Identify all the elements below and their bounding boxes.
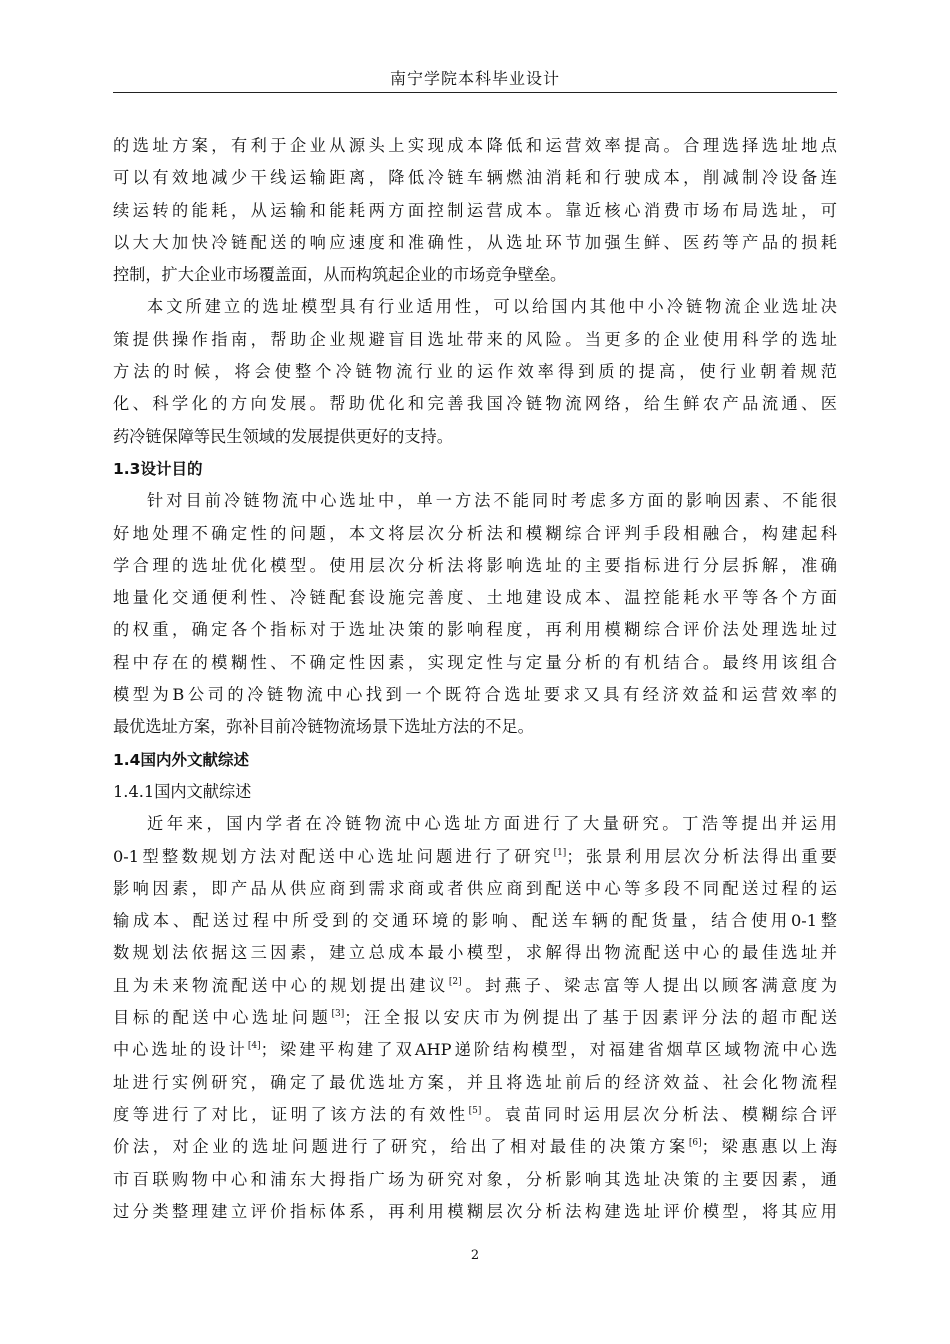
- text-line: [113, 550, 837, 582]
- line-text: 药冷链保障等民生领域的发展提供更好的支持。: [113, 426, 453, 446]
- text-line: [113, 291, 837, 323]
- line-text: 程中存在的模糊性、不确定性因素，实现定性与定量分析的有机结合。最终用该组合: [113, 652, 837, 672]
- line-text: 好地处理不确定性的问题，本文将层次分析法和模糊综合评判手段相融合，构建起科: [113, 523, 837, 543]
- text-line: [113, 388, 837, 420]
- line-text: 址进行实例研究，确定了最优选址方案，并且将选址前后的经济效益、社会化物流程: [113, 1072, 837, 1092]
- text-line: [113, 970, 837, 1002]
- line-text: 1.4国内外文献综述: [113, 750, 249, 769]
- citation-ref: [2]: [448, 976, 462, 987]
- text-line: [113, 1131, 837, 1163]
- line-text-continued: 。封燕子、梁志富等人提出以顾客满意度为: [461, 975, 838, 995]
- line-text-continued: ；梁建平构建了双AHP递阶结构模型，对福建省烟草区域物流中心选: [260, 1040, 838, 1060]
- document-body: [113, 130, 837, 1228]
- line-text: 目标的配送中心选址问题: [113, 1008, 332, 1028]
- line-text: 近年来，国内学者在冷链物流中心选址方面进行了大量研究。丁浩等提出并运用: [147, 814, 837, 834]
- text-line: [113, 195, 837, 227]
- text-line: [113, 647, 837, 679]
- line-text: 价法，对企业的选址问题进行了研究，给出了相对最佳的决策方案: [113, 1137, 689, 1157]
- text-line: [113, 1196, 837, 1228]
- line-text: 地量化交通便利性、冷链配套设施完善度、土地建设成本、温控能耗水平等各个方面: [113, 588, 837, 608]
- line-text: 1.3设计目的: [113, 459, 203, 478]
- line-text: 影响因素，即产品从供应商到需求商或者供应商到配送中心等多段不同配送过程的运: [113, 878, 837, 898]
- line-text: 以大大加快冷链配送的响应速度和准确性，从选址环节加强生鲜、医药等产品的损耗: [113, 232, 837, 252]
- text-line: [113, 937, 837, 969]
- text-line: [113, 1034, 837, 1066]
- line-text-continued: ；汪全报以安庆市为例提出了基于因素评分法的超市配送: [344, 1008, 838, 1028]
- citation-ref: [5]: [468, 1105, 482, 1116]
- text-line: [113, 905, 837, 937]
- text-line: [113, 808, 837, 840]
- text-line: [113, 873, 837, 905]
- line-text: 控制，扩大企业市场覆盖面，从而构筑起企业的市场竞争壁垒。: [113, 265, 567, 285]
- line-text: 1.4.1国内文献综述: [113, 781, 252, 801]
- line-text-continued: 。袁苗同时运用层次分析法、模糊综合评: [481, 1104, 837, 1124]
- line-text: 本文所建立的选址模型具有行业适用性，可以给国内其他中小冷链物流企业选址决: [147, 297, 837, 317]
- header-rule: [113, 92, 837, 93]
- text-line: [113, 356, 837, 388]
- section-heading: [113, 744, 837, 776]
- line-text: 市百联购物中心和浦东大拇指广场为研究对象，分析影响其选址决策的主要因素，通: [113, 1169, 837, 1189]
- text-line: [113, 711, 837, 743]
- line-text: 化、科学化的方向发展。帮助优化和完善我国冷链物流网络，给生鲜农产品流通、医: [113, 394, 837, 414]
- text-line: [113, 1164, 837, 1196]
- line-text-continued: ；梁惠惠以上海: [701, 1137, 838, 1157]
- text-line: [113, 485, 837, 517]
- line-text: 过分类整理建立评价指标体系，再利用模糊层次分析法构建选址评价模型，将其应用: [113, 1201, 837, 1221]
- line-text: 数规划法依据这三因素，建立总成本最小模型，求解得出物流配送中心的最佳选址并: [113, 943, 837, 963]
- text-line: [113, 227, 837, 259]
- line-text: 策提供操作指南，帮助企业规避盲目选址带来的风险。当更多的企业使用科学的选址: [113, 329, 837, 349]
- line-text: 可以有效地减少干线运输距离，降低冷链车辆燃油消耗和行驶成本，削减制冷设备连: [113, 168, 837, 188]
- line-text: 中心选址的设计: [113, 1040, 248, 1060]
- subsection-heading: [113, 776, 837, 808]
- text-line: [113, 679, 837, 711]
- line-text: 模型为B公司的冷链物流中心找到一个既符合选址要求又具有经济效益和运营效率的: [113, 685, 837, 705]
- line-text: 输成本、配送过程中所受到的交通环境的影响、配送车辆的配货量，结合使用0-1整: [113, 911, 837, 931]
- line-text-continued: ；张景利用层次分析法得出重要: [566, 846, 837, 866]
- text-line: [113, 518, 837, 550]
- citation-ref: [6]: [688, 1138, 702, 1149]
- text-line: [113, 614, 837, 646]
- citation-ref: [1]: [553, 847, 567, 858]
- page-number: 2: [470, 1248, 480, 1263]
- line-text: 针对目前冷链物流中心选址中，单一方法不能同时考虑多方面的影响因素、不能很: [147, 491, 837, 511]
- text-line: [113, 130, 837, 162]
- line-text: 度等进行了对比，证明了该方法的有效性: [113, 1104, 469, 1124]
- line-text: 且为未来物流配送中心的规划提出建议: [113, 975, 449, 995]
- text-line: [113, 162, 837, 194]
- citation-ref: [4]: [247, 1041, 261, 1052]
- text-line: [113, 421, 837, 453]
- line-text: 学合理的选址优化模型。使用层次分析法将影响选址的主要指标进行分层拆解，准确: [113, 555, 837, 575]
- text-line: [113, 324, 837, 356]
- line-text: 的选址方案，有利于企业从源头上实现成本降低和运营效率提高。合理选择选址地点: [113, 136, 837, 155]
- line-text: 方法的时候，将会使整个冷链物流行业的运作效率得到质的提高，使行业朝着规范: [113, 362, 837, 382]
- line-text: 0-1型整数规划方法对配送中心选址问题进行了研究: [113, 846, 554, 866]
- text-line: [113, 1002, 837, 1034]
- text-line: [113, 259, 837, 291]
- citation-ref: [3]: [331, 1009, 345, 1020]
- section-heading: [113, 453, 837, 485]
- line-text: 续运转的能耗，从运输和能耗两方面控制运营成本。靠近核心消费市场布局选址，可: [113, 200, 837, 220]
- page-header-title: 南宁学院本科毕业设计: [389, 69, 560, 88]
- text-line: [113, 841, 837, 873]
- text-line: [113, 1067, 837, 1099]
- line-text: 最优选址方案，弥补目前冷链物流场景下选址方法的不足。: [113, 717, 534, 737]
- text-line: [113, 582, 837, 614]
- text-line: [113, 1099, 837, 1131]
- line-text: 的权重，确定各个指标对于选址决策的影响程度，再利用模糊综合评价法处理选址过: [113, 620, 837, 640]
